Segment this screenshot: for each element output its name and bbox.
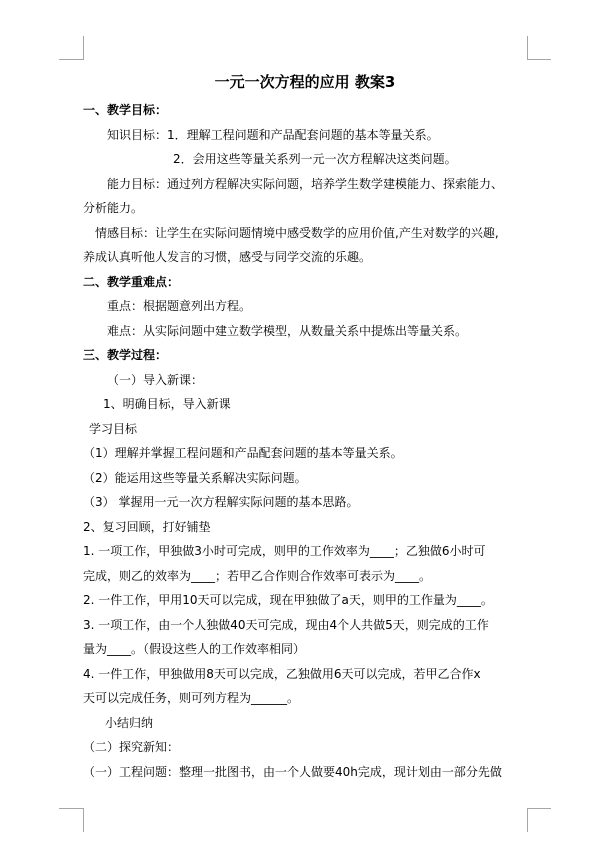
section-heading-key-points: 二、教学重难点： xyxy=(83,274,180,289)
learning-goal-2: （2）能运用这些等量关系解决实际问题。 xyxy=(83,470,307,485)
crop-mark-top-left xyxy=(83,36,84,60)
ability-objective-cont: 分析能力。 xyxy=(83,201,144,215)
crop-mark-top-right xyxy=(527,59,551,60)
part-intro-heading: （一）导入新课： xyxy=(107,372,204,387)
crop-mark-bottom-right xyxy=(527,808,528,832)
section-heading-objectives: 一、教学目标： xyxy=(83,103,168,117)
section-heading-process: 三、教学过程： xyxy=(83,348,168,362)
engineering-problem-paragraph: （一）工程问题：整理一批图书，由一个人做要40h完成，现计划由一部分先做 xyxy=(83,764,502,779)
crop-mark-top-left xyxy=(59,59,83,60)
question-3-cont: 量为____。（假设这些人的工作效率相同） xyxy=(83,642,306,656)
question-1: 1. 一项工作，甲独做3小时可完成，则甲的工作效率为____；乙独做6小时可 xyxy=(83,544,486,558)
learning-goal-1: （1）理解并掌握工程问题和产品配套问题的基本等量关系。 xyxy=(83,446,403,460)
question-1-cont: 完成，则乙的效率为____；若甲乙合作则合作效率可表示为____。 xyxy=(83,568,432,583)
emotion-objective-cont: 养成认真听他人发言的习惯，感受与同学交流的乐趣。 xyxy=(83,250,372,264)
learning-goal-3: （3） 掌握用一元一次方程解实际问题的基本思路。 xyxy=(83,495,359,509)
crop-mark-top-right xyxy=(527,36,528,60)
emotion-objective: 情感目标：让学生在实际问题情境中感受数学的应用价值,产生对数学的兴趣, xyxy=(95,225,499,240)
step-1: 1、明确目标，导入新课 xyxy=(103,397,231,411)
crop-mark-bottom-left xyxy=(59,808,83,809)
question-4: 4. 一件工作，甲独做用8天可以完成，乙独做用6天可以完成，若甲乙合作x xyxy=(83,666,481,681)
learning-goals-title: 学习目标 xyxy=(89,421,138,436)
question-2: 2. 一件工作，甲用10天可以完成，现在甲独做了a天，则甲的工作量为____。 xyxy=(83,593,493,607)
page-title: 一元一次方程的应用 教案3 xyxy=(214,73,396,91)
question-3: 3. 一项工作，由一个人独做40天可完成，现由4个人共做5天，则完成的工作 xyxy=(83,617,489,632)
key-point: 重点：根据题意列出方程。 xyxy=(107,299,252,313)
crop-mark-bottom-right xyxy=(527,808,551,809)
summary-heading: 小结归纳 xyxy=(105,715,154,730)
question-4-cont: 天可以完成任务，则可列方程为______。 xyxy=(83,691,300,705)
document-page xyxy=(83,70,527,784)
crop-mark-bottom-left xyxy=(83,808,84,832)
knowledge-objective-1: 知识目标：1．理解工程问题和产品配套问题的基本等量关系。 xyxy=(107,127,439,142)
part-explore-heading: （二）探究新知： xyxy=(83,740,180,754)
ability-objective: 能力目标：通过列方程解决实际问题，培养学生数学建模能力、探索能力、 xyxy=(107,176,504,191)
knowledge-objective-2: 2．会用这些等量关系列一元一次方程解决这类问题。 xyxy=(173,152,457,166)
difficult-point: 难点：从实际问题中建立数学模型，从数量关系中提炼出等量关系。 xyxy=(107,323,468,338)
step-2: 2、复习回顾，打好铺垫 xyxy=(83,519,211,534)
